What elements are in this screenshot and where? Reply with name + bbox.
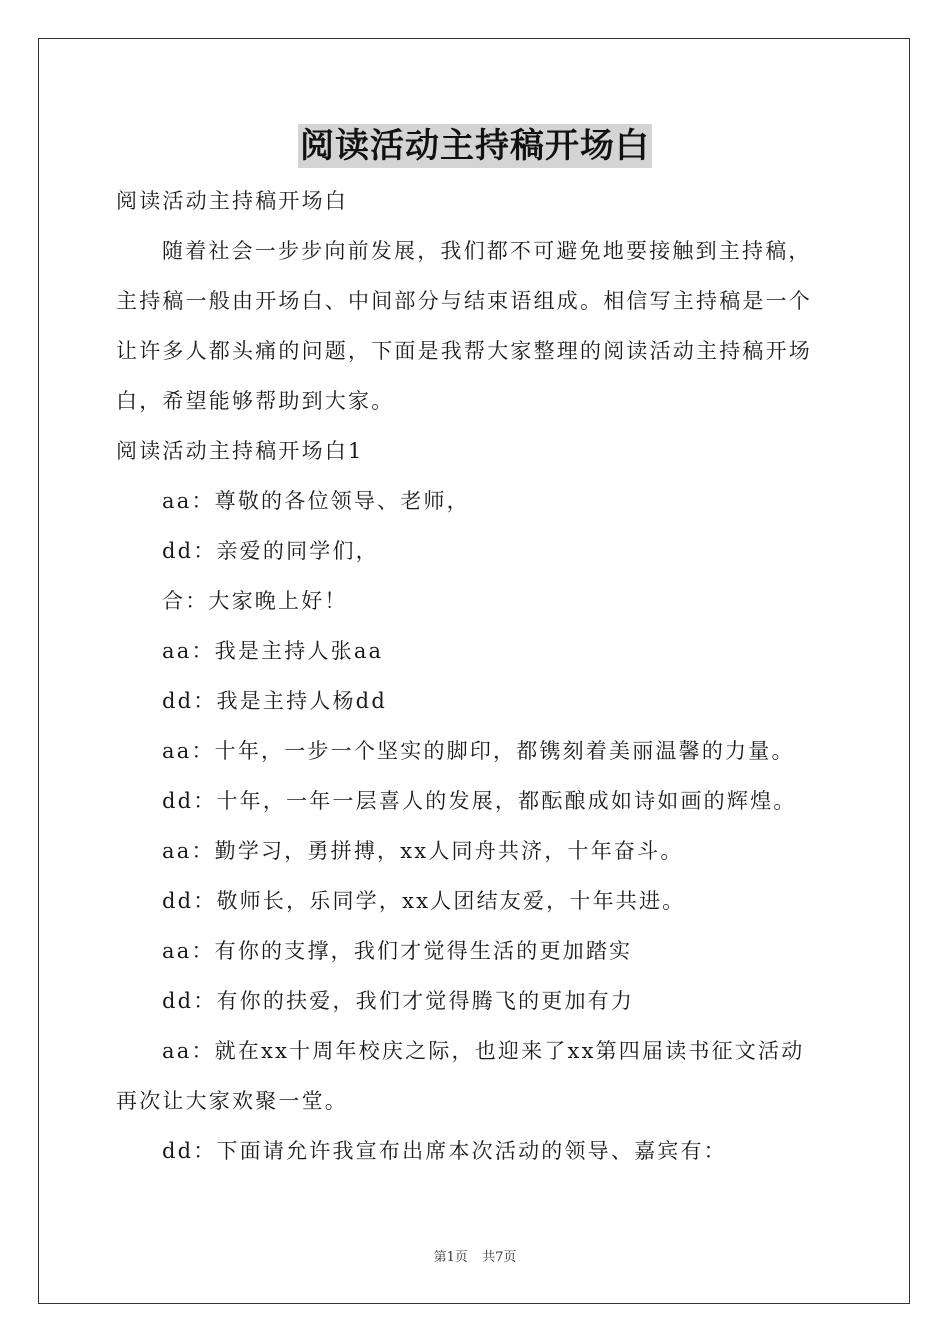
- page-number-total: 共7页: [482, 1250, 517, 1265]
- dialogue-line: dd：十年，一年一层喜人的发展，都酝酿成如诗如画的辉煌。: [162, 789, 797, 813]
- dialogue-line: aa：勤学习，勇拼搏，xx人同舟共济，十年奋斗。: [162, 839, 684, 863]
- dialogue-line: aa：我是主持人张aa: [162, 639, 384, 663]
- dialogue-line: dd：我是主持人杨dd: [162, 689, 387, 713]
- intro-line-1: 随着社会一步步向前发展，我们都不可避免地要接触到主持稿，: [162, 239, 812, 263]
- dialogue-line-long: aa：就在xx十周年校庆之际，也迎来了xx第四届读书征文活动: [162, 1039, 805, 1063]
- dialogue-line: aa：有你的支撑，我们才觉得生活的更加踏实: [162, 939, 633, 963]
- dialogue-line: dd：下面请允许我宣布出席本次活动的领导、嘉宾有：: [162, 1139, 727, 1163]
- dialogue-line: aa：十年，一步一个坚实的脚印，都镌刻着美丽温馨的力量。: [162, 739, 795, 763]
- dialogue-line: dd：敬师长，乐同学，xx人团结友爱，十年共进。: [162, 889, 686, 913]
- dialogue-line: dd：有你的扶爱，我们才觉得腾飞的更加有力: [162, 989, 635, 1013]
- dialogue-line: aa：尊敬的各位领导、老师，: [162, 489, 470, 513]
- intro-line-3: 让许多人都头痛的问题，下面是我帮大家整理的阅读活动主持稿开场: [116, 339, 812, 363]
- intro-line-2: 主持稿一般由开场白、中间部分与结束语组成。相信写主持稿是一个: [116, 289, 812, 313]
- document-title: 阅读活动主持稿开场白: [300, 126, 650, 166]
- document-body: [116, 176, 836, 1176]
- dialogue-line-continuation: 再次让大家欢聚一堂。: [116, 1089, 348, 1113]
- dialogue-line: 合：大家晚上好！: [162, 589, 348, 613]
- page-footer: [0, 1246, 950, 1265]
- section-heading: 阅读活动主持稿开场白1: [116, 439, 364, 463]
- intro-line-4: 白，希望能够帮助到大家。: [116, 389, 395, 413]
- subtitle: 阅读活动主持稿开场白: [116, 189, 348, 213]
- title-container: [0, 124, 950, 168]
- page-number-current: 第1页: [433, 1250, 468, 1265]
- dialogue-line: dd：亲爱的同学们，: [162, 539, 379, 563]
